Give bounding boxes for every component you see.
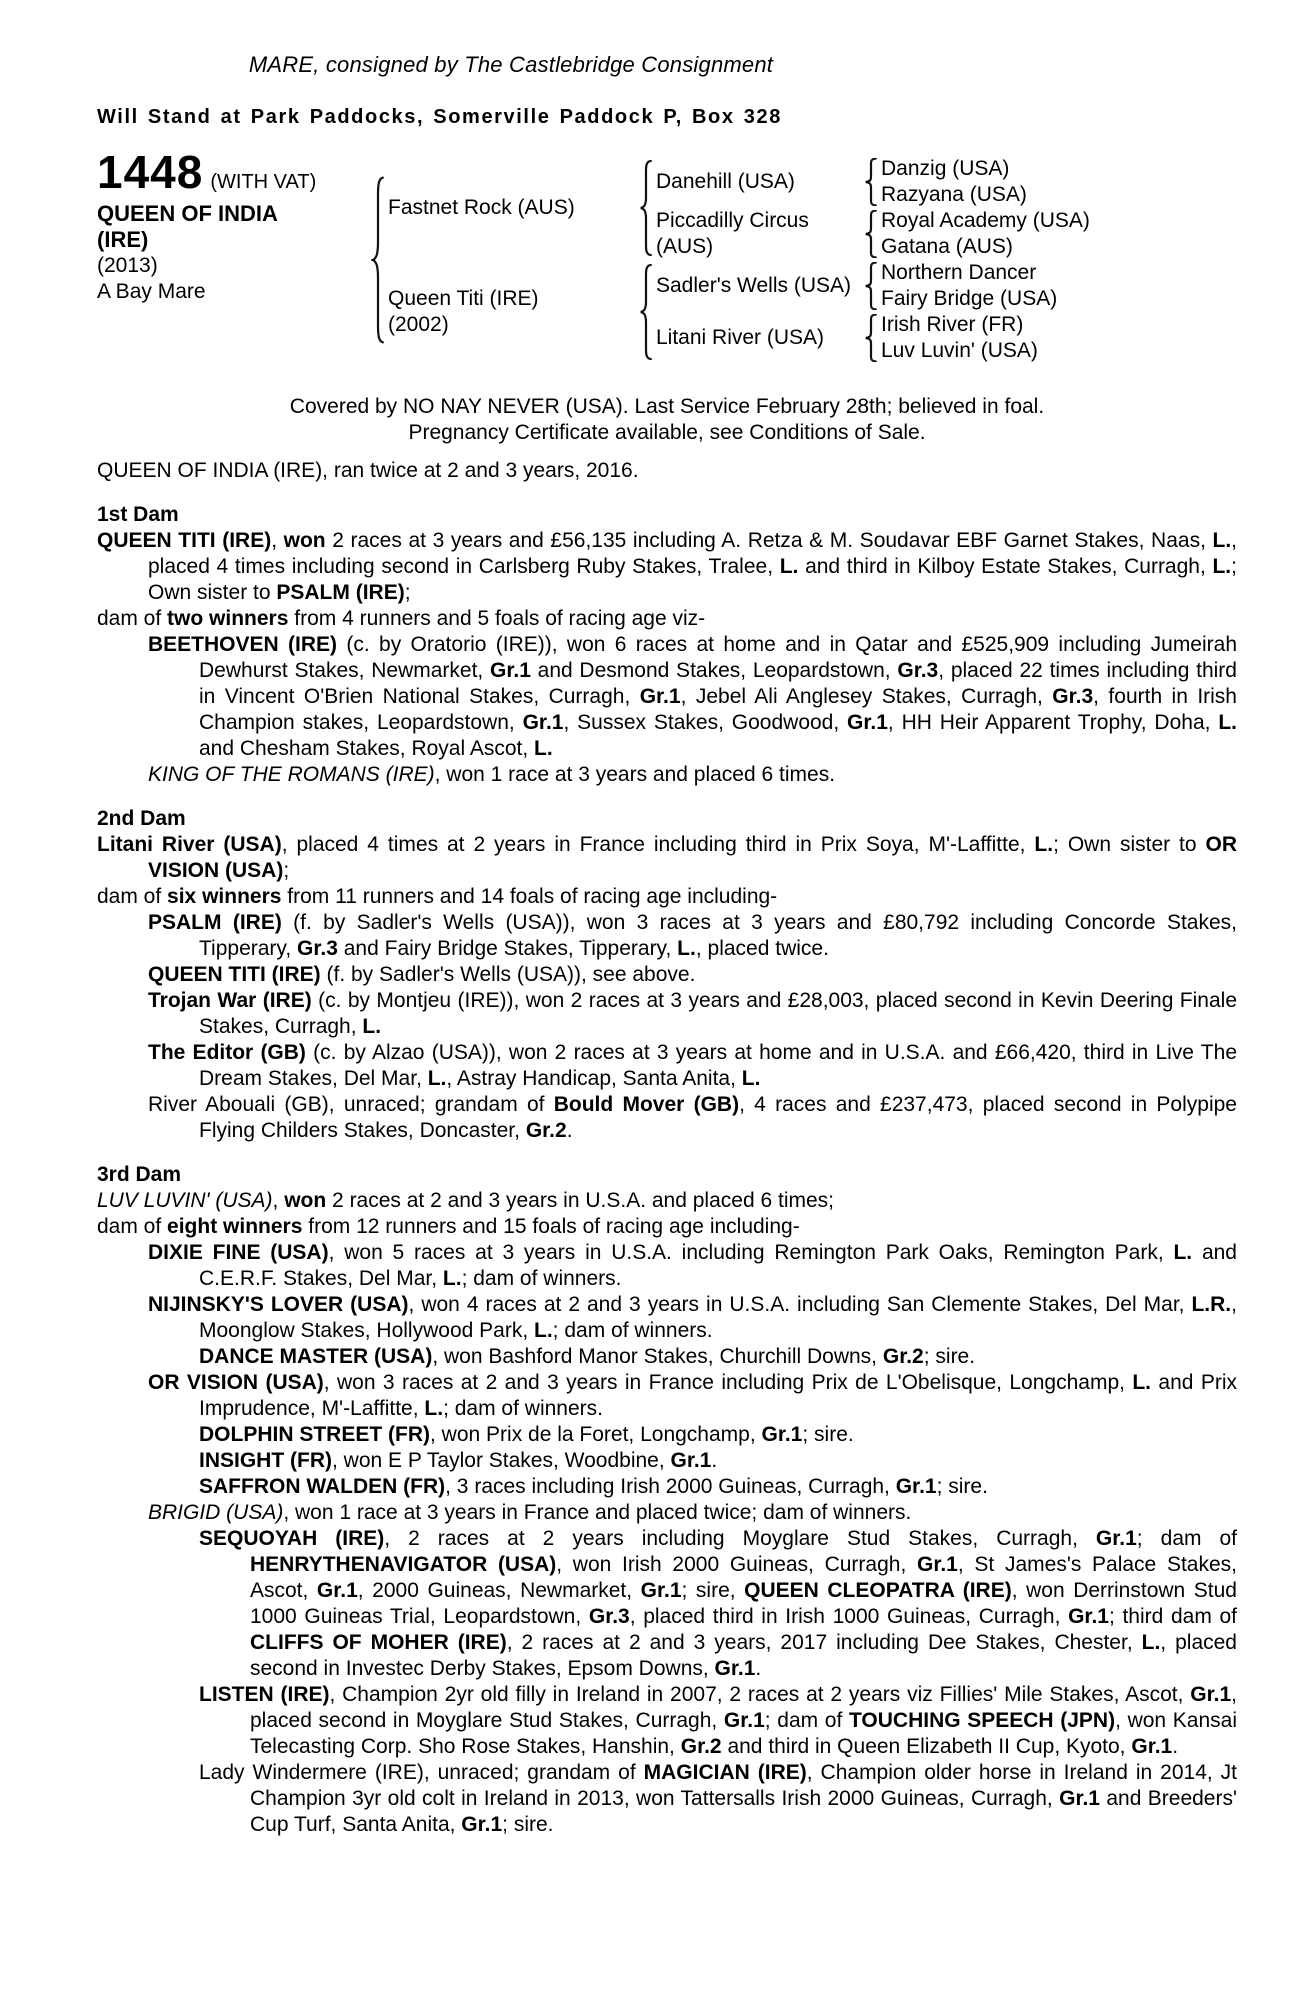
pedigree-brace-dam	[636, 260, 656, 364]
entry-king-of-the-romans-ire: KING OF THE ROMANS (IRE), won 1 race at 3 years and placed 6 times.	[148, 763, 836, 786]
dam-year: (2002)	[388, 313, 449, 336]
great-granddam-name: Luv Luvin' (USA)	[881, 339, 1038, 362]
curly-brace-icon	[864, 210, 878, 258]
pedigree-brace-small	[861, 260, 881, 312]
curly-brace-icon	[639, 264, 653, 360]
dam-name: Queen Titi (IRE)	[388, 287, 539, 310]
great-grandsire-name: Royal Academy (USA)	[881, 209, 1090, 232]
curly-brace-icon	[371, 176, 385, 344]
consignment-title: MARE, consigned by The Castlebridge Consignment	[248, 52, 774, 77]
pedigree-brace-main	[367, 156, 388, 364]
entry-trojan-war-ire: Trojan War (IRE) (c. by Montjeu (IRE)), won 2 races at 3 years and £28,003, placed second in Kevin Deering Finale Stakes, Curragh, L.	[148, 989, 1237, 1038]
horse-description: A Bay Mare	[97, 280, 206, 303]
great-granddam-name: Gatana (AUS)	[881, 235, 1013, 258]
entry-dixie-fine-usa: DIXIE FINE (USA), won 5 races at 3 years in U.S.A. including Remington Park Oaks, Remington Park, L. and C.E.R.F. Stakes, Del Mar, L.; dam of winners.	[148, 1241, 1237, 1290]
pedigree-cell-sire-sire	[656, 156, 1237, 208]
stand-location-heading: Will Stand at Park Paddocks, Somerville Paddock P, Box 328	[97, 106, 782, 128]
horse-name: QUEEN OF INDIA (IRE)	[97, 201, 278, 252]
pedigree-cell-dam-dam	[656, 312, 1237, 364]
entry-dolphin-street-fr: DOLPHIN STREET (FR), won Prix de la Foret, Longchamp, Gr.1; sire.	[199, 1423, 854, 1446]
lot-header	[97, 136, 1237, 364]
grandsire-name: Danehill (USA)	[656, 170, 795, 193]
lot-identity	[97, 136, 367, 364]
entry-river-abouali-gb-unraced-grandam-of: River Abouali (GB), unraced; grandam of Bould Mover (GB), 4 races and £237,473, placed second in Polypipe Flying Childers Stakes, Doncaster, Gr.2.	[148, 1093, 1237, 1142]
pedigree-brace-small	[861, 312, 881, 364]
section-heading-2nd-dam: 2nd Dam	[97, 807, 186, 830]
pedigree-brace-small	[861, 156, 881, 208]
entry-brigid-usa: BRIGID (USA), won 1 race at 3 years in France and placed twice; dam of winners.	[148, 1501, 912, 1524]
horse-foaling-year: (2013)	[97, 254, 158, 277]
pedigree-tree	[367, 136, 1237, 364]
entry-beethoven-ire: BEETHOVEN (IRE) (c. by Oratorio (IRE)), won 6 races at home and in Qatar and £525,909 including Jumeirah Dewhurst Stakes, Newmarket, Gr.1 and Desmond Stakes, Leopardstown, Gr.3, placed 22 times including third in Vincent O'Brien National Stakes, Curragh, Gr.1, Jebel Ali Anglesey Stakes, Curragh, Gr.3, fourth in Irish Champion stakes, Leopardstown, Gr.1, Sussex Stakes, Goodwood, Gr.1, HH Heir Apparent Trophy, Doha, L. and Chesham Stakes, Royal Ascot, L.	[148, 633, 1238, 760]
covering-line: Covered by NO NAY NEVER (USA). Last Service February 28th; believed in foal.	[289, 395, 1045, 418]
entry-lady-windermere-ire-unraced-grandam-of: Lady Windermere (IRE), unraced; grandam of MAGICIAN (IRE), Champion older horse in Ireland in 2014, Jt Champion 3yr old colt in Ireland in 2013, won Tattersalls Irish 2000 Guineas, Curragh, Gr.1 and Breeders' Cup Turf, Santa Anita, Gr.1; sire.	[199, 1761, 1238, 1836]
pedigree-cell-sire-dam	[656, 208, 1237, 260]
entry-dam-of: dam of eight winners from 12 runners and 15 foals of racing age including-	[97, 1215, 800, 1238]
great-granddam-name: Fairy Bridge (USA)	[881, 287, 1058, 310]
great-granddam-name: Razyana (USA)	[881, 183, 1027, 206]
curly-brace-icon	[864, 314, 878, 362]
entry-the-editor-gb: The Editor (GB) (c. by Alzao (USA)), won 2 races at 3 years at home and in U.S.A. and £66,420, third in Live The Dream Stakes, Del Mar, L., Astray Handicap, Santa Anita, L.	[148, 1041, 1237, 1090]
pedigree-brace-small	[861, 208, 881, 260]
pedigree-dam-branch	[388, 260, 1237, 364]
entry-or-vision-usa: OR VISION (USA), won 3 races at 2 and 3 years in France including Prix de L'Obelisque, Longchamp, L. and Prix Imprudence, M'-Laffitte, L.; dam of winners.	[148, 1371, 1238, 1420]
entry-litani-river-usa: Litani River (USA), placed 4 times at 2 years in France including third in Prix Soya, M'-Laffitte, L.; Own sister to OR VISION (USA);	[97, 833, 1237, 882]
covering-statement	[97, 394, 1237, 446]
granddam-name: Litani River (USA)	[656, 326, 825, 349]
race-record-summary: QUEEN OF INDIA (IRE), ran twice at 2 and 3 years, 2016.	[97, 459, 639, 482]
pedigree-sire-branch	[388, 156, 1237, 260]
lot-number: 1448	[97, 146, 204, 198]
entry-insight-fr: INSIGHT (FR), won E P Taylor Stakes, Woodbine, Gr.1.	[199, 1449, 718, 1472]
entry-dam-of: dam of two winners from 4 runners and 5 foals of racing age viz-	[97, 607, 706, 630]
entry-queen-titi-ire: QUEEN TITI (IRE), won 2 races at 3 years and £56,135 including A. Retza & M. Soudavar EBF Garnet Stakes, Naas, L., placed 4 times including second in Carlsberg Ruby Stakes, Tralee, L. and third in Kilboy Estate Stakes, Curragh, L.; Own sister to PSALM (IRE);	[97, 529, 1238, 604]
entry-luv-luvin-usa: LUV LUVIN' (USA), won 2 races at 2 and 3 years in U.S.A. and placed 6 times;	[97, 1189, 834, 1212]
entry-queen-titi-ire: QUEEN TITI (IRE) (f. by Sadler's Wells (USA)), see above.	[148, 963, 696, 986]
great-grandsire-name: Northern Dancer	[881, 261, 1037, 284]
entry-sequoyah-ire: SEQUOYAH (IRE), 2 races at 2 years including Moyglare Stud Stakes, Curragh, Gr.1; dam of HENRYTHENAVIGATOR (USA), won Irish 2000 Guineas, Curragh, Gr.1, St James's Palace Stakes, Ascot, Gr.1, 2000 Guineas, Newmarket, Gr.1; sire, QUEEN CLEOPATRA (IRE), won Derrinstown Stud 1000 Guineas Trial, Leopardstown, Gr.3, placed third in Irish 1000 Guineas, Curragh, Gr.1; third dam of CLIFFS OF MOHER (IRE), 2 races at 2 and 3 years, 2017 including Dee Stakes, Chester, L., placed second in Investec Derby Stakes, Epsom Downs, Gr.1.	[199, 1527, 1238, 1680]
grandsire-name: Sadler's Wells (USA)	[656, 274, 851, 297]
lot-vat-note: (WITH VAT)	[210, 171, 317, 193]
pregnancy-certificate-line: Pregnancy Certificate available, see Conditions of Sale.	[408, 421, 926, 444]
entry-psalm-ire: PSALM (IRE) (f. by Sadler's Wells (USA)), won 3 races at 3 years and £80,792 including Concorde Stakes, Tipperary, Gr.3 and Fairy Bridge Stakes, Tipperary, L., placed twice.	[148, 911, 1238, 960]
entry-dam-of: dam of six winners from 11 runners and 14 foals of racing age including-	[97, 885, 778, 908]
granddam-name: Piccadilly Circus (AUS)	[656, 209, 809, 258]
entry-saffron-walden-fr: SAFFRON WALDEN (FR), 3 races including Irish 2000 Guineas, Curragh, Gr.1; sire.	[199, 1475, 988, 1498]
curly-brace-icon	[864, 158, 878, 206]
entry-dance-master-usa: DANCE MASTER (USA), won Bashford Manor Stakes, Churchill Downs, Gr.2; sire.	[199, 1345, 976, 1368]
curly-brace-icon	[639, 160, 653, 256]
pedigree-brace-sire	[636, 156, 656, 260]
curly-brace-icon	[864, 262, 878, 310]
section-heading-1st-dam: 1st Dam	[97, 503, 179, 526]
entry-listen-ire: LISTEN (IRE), Champion 2yr old filly in Ireland in 2007, 2 races at 2 years viz Fillies' Mile Stakes, Ascot, Gr.1, placed second in Moyglare Stud Stakes, Curragh, Gr.1; dam of TOUCHING SPEECH (JPN), won Kansai Telecasting Corp. Sho Rose Stakes, Hanshin, Gr.2 and third in Queen Elizabeth II Cup, Kyoto, Gr.1.	[199, 1683, 1237, 1758]
sire-name: Fastnet Rock (AUS)	[388, 196, 575, 219]
great-grandsire-name: Irish River (FR)	[881, 313, 1024, 336]
entry-nijinsky-s-lover-usa: NIJINSKY'S LOVER (USA), won 4 races at 2 and 3 years in U.S.A. including San Clemente Stakes, Del Mar, L.R., Moonglow Stakes, Hollywood Park, L.; dam of winners.	[148, 1293, 1237, 1342]
pedigree-cell-dam-sire	[656, 260, 1237, 312]
section-heading-3rd-dam: 3rd Dam	[97, 1163, 182, 1186]
great-grandsire-name: Danzig (USA)	[881, 157, 1010, 180]
dam-sections	[97, 502, 1237, 1838]
